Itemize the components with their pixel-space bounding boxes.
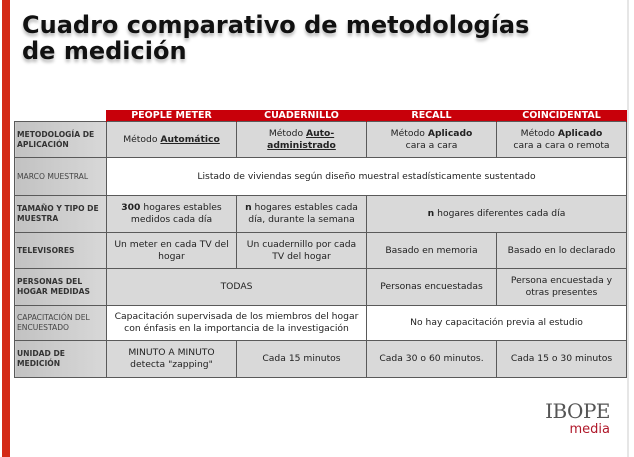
header-cuadernillo: CUADERNILLO [237, 110, 367, 122]
title-line-1: Cuadro comparativo de metodologías [22, 11, 530, 39]
cell-strong-text: Aplicado [557, 127, 603, 139]
title-line-2: de medición [22, 37, 187, 65]
cell-text: Método [123, 133, 161, 145]
header-row [15, 110, 627, 122]
row-label: TELEVISORES [15, 233, 107, 269]
cell-strong-text: n [245, 202, 252, 213]
table-cell: Cada 15 minutos [237, 341, 367, 378]
cell-strong-text: Automático [160, 133, 220, 145]
cell-strong-text: 300 [121, 202, 141, 213]
cell-strong-text: Auto-administrado [267, 127, 336, 151]
row-label: PERSONAS DEL HOGAR MEDIDAS [15, 269, 107, 306]
table-cell: Cada 30 o 60 minutos. [367, 341, 497, 378]
table-cell: MINUTO A MINUTO detecta "zapping" [107, 341, 237, 378]
cell-strong-text: Aplicado [427, 127, 473, 139]
table-cell [497, 122, 627, 158]
row-label: TAMAÑO Y TIPO DE MUESTRA [15, 196, 107, 233]
slide-right-border [627, 0, 629, 457]
table-cell-merged: TODAS [107, 269, 367, 306]
table-cell: Un meter en cada TV del hogar [107, 233, 237, 269]
table-cell-merged: Capacitación supervisada de los miembros del hogar con énfasis en la importancia de la investigación [107, 306, 367, 341]
table-cell-merged [367, 196, 627, 233]
slide-title [22, 12, 582, 64]
cell-text: Método [520, 127, 558, 139]
cell-text: cara a cara [405, 139, 458, 151]
cell-strong-text: n [427, 208, 435, 219]
row-label: MARCO MUESTRAL [15, 158, 107, 196]
table-cell [107, 122, 237, 158]
table-row-unidad-medicion [15, 341, 627, 378]
comparison-table [14, 110, 627, 378]
row-label: UNIDAD DE MEDICIÓN [15, 341, 107, 378]
left-accent-bar [2, 0, 10, 457]
logo-ibope-text: IBOPE [545, 399, 610, 423]
table-cell [237, 122, 367, 158]
table-cell: Basado en lo declarado [497, 233, 627, 269]
table-row-marco-muestral [15, 158, 627, 196]
row-label: METODOLOGÍA DE APLICACIÓN [15, 122, 107, 158]
table-cell: Persona encuestada y otras presentes [497, 269, 627, 306]
table-row-metodologia [15, 122, 627, 158]
logo-media-text: media [569, 422, 610, 437]
table-cell: Un cuadernillo por cada TV del hogar [237, 233, 367, 269]
ibope-media-logo [520, 400, 610, 437]
header-recall: RECALL [367, 110, 497, 122]
table-cell-merged: Listado de viviendas según diseño muestral estadísticamente sustentado [107, 158, 627, 196]
cell-text: hogares estables medidos cada día [130, 202, 222, 225]
table-row-televisores [15, 233, 627, 269]
cell-text: Método [268, 127, 306, 139]
header-people-meter: PEOPLE METER [107, 110, 237, 122]
cell-text: hogares estables cada día, durante la semana [248, 202, 358, 225]
table-row-tamano-muestra [15, 196, 627, 233]
table-cell: Personas encuestadas [367, 269, 497, 306]
table-cell [237, 196, 367, 233]
table-cell: Cada 15 o 30 minutos [497, 341, 627, 378]
table-row-capacitacion [15, 306, 627, 341]
row-label: CAPACITACIÓN DEL ENCUESTADO [15, 306, 107, 341]
table-cell [367, 122, 497, 158]
cell-text: cara a cara o remota [513, 139, 610, 151]
table-cell-merged: No hay capacitación previa al estudio [367, 306, 627, 341]
header-coincidental: COINCIDENTAL [497, 110, 627, 122]
cell-text: hogares diferentes cada día [434, 208, 566, 219]
header-blank-cell [15, 110, 107, 122]
table-row-personas-medidas [15, 269, 627, 306]
table-cell [107, 196, 237, 233]
cell-text: Método [390, 127, 428, 139]
table-cell: Basado en memoria [367, 233, 497, 269]
